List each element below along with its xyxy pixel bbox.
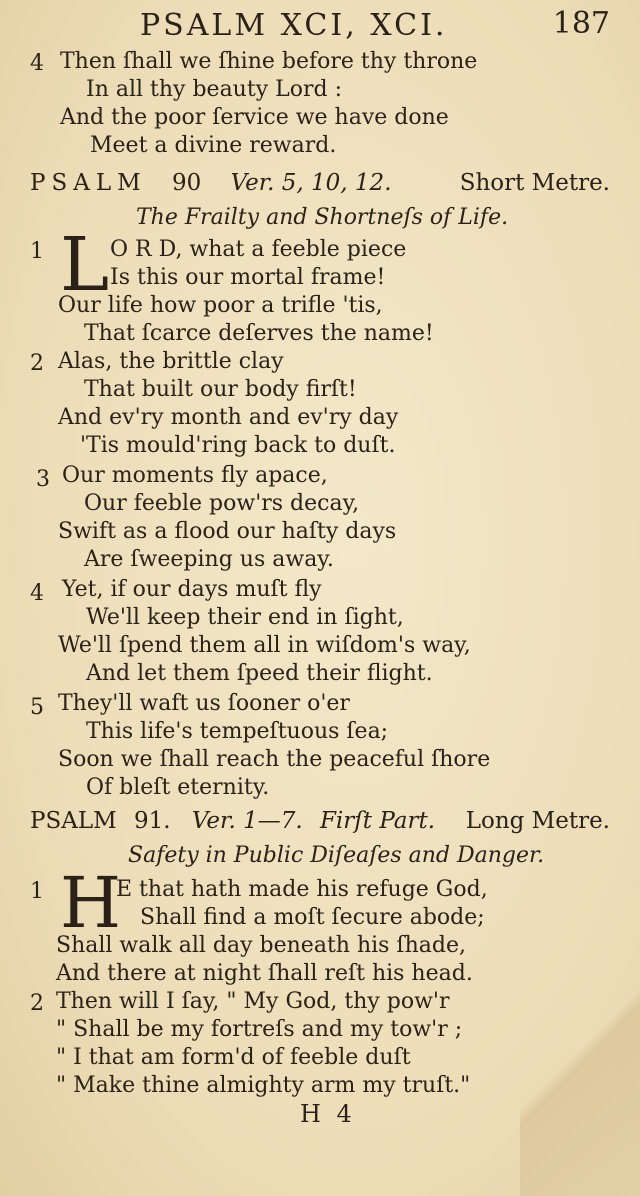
verse-number: 2 xyxy=(30,991,44,1016)
verse-number: 1 xyxy=(30,879,44,904)
verse-line: In all thy beauty Lord : xyxy=(86,77,342,102)
verse-line: Meet a divine reward. xyxy=(90,133,337,158)
verse-line: Shall walk all day beneath his ſhade, xyxy=(56,933,466,958)
verse-line: Our life how poor a trifle 'tis, xyxy=(58,293,383,318)
drop-cap: L xyxy=(60,222,110,308)
verse-line: " Make thine almighty arm my truſt." xyxy=(56,1073,471,1098)
page-number: 187 xyxy=(552,6,610,41)
psalm-heading xyxy=(30,806,610,836)
running-head: PSALM XCI, XCI. xyxy=(140,8,448,43)
verse-line: That ſcarce deſerves the name! xyxy=(84,321,434,346)
verse-number: 2 xyxy=(30,351,44,376)
verse-line: And there at night ſhall reſt his head. xyxy=(56,961,473,986)
verse-line: " I that am form'd of feeble duſt xyxy=(56,1045,411,1070)
verse-line: Are ſweeping us away. xyxy=(84,547,334,572)
psalm-part: Firſt Part. xyxy=(319,808,436,834)
verse-line: They'll waft us ſooner o'er xyxy=(58,691,350,716)
verse-line: And ev'ry month and ev'ry day xyxy=(58,405,399,430)
verse-line: Our feeble pow'rs decay, xyxy=(84,491,360,516)
verse-line: Alas, the brittle clay xyxy=(58,349,284,374)
verse-line: And the poor ſervice we have done xyxy=(60,105,449,130)
verse-line: Soon we ſhall reach the peaceful ſhore xyxy=(58,747,491,772)
psalm-verses: Ver. 5, 10, 12. xyxy=(230,170,392,196)
verse-line: That built our body firſt! xyxy=(84,377,357,402)
verse-line: 'Tis mould'ring back to duſt. xyxy=(80,433,396,458)
psalm-subtitle: The Frailty and Shortneſs of Life. xyxy=(136,205,509,230)
verse-line: Swift as a flood our haſty days xyxy=(58,519,397,544)
verse-line: O R D, what a feeble piece xyxy=(110,237,407,262)
verse-number: 4 xyxy=(30,51,44,76)
psalm-metre: Long Metre. xyxy=(465,808,610,834)
psalm-label: PSALM xyxy=(30,808,117,834)
verse-line: Our moments fly apace, xyxy=(62,463,328,488)
psalm-metre: Short Metre. xyxy=(459,170,610,196)
verse-number: 4 xyxy=(30,581,44,606)
psalm-verses: Ver. 1—7. xyxy=(191,808,303,834)
psalm-heading xyxy=(30,168,610,198)
verse-line: Shall find a moſt ſecure abode; xyxy=(140,905,485,930)
drop-cap: H xyxy=(60,862,122,944)
verse-number: 1 xyxy=(30,239,44,264)
page-fold-stain xyxy=(520,936,640,1196)
verse-line: Yet, if our days muſt fly xyxy=(62,577,322,602)
verse-number: 3 xyxy=(36,467,50,492)
verse-line: We'll ſpend them all in wiſdom's way, xyxy=(58,633,471,658)
verse-line: This life's tempeſtuous ſea; xyxy=(86,719,389,744)
psalm-number: 90 xyxy=(171,170,202,196)
verse-number: 5 xyxy=(30,695,44,720)
signature-mark: H 4 xyxy=(300,1100,356,1128)
verse-line: Then ſhall we ſhine before thy throne xyxy=(60,49,478,74)
verse-line: E that hath made his refuge God, xyxy=(116,877,488,902)
psalm-number: 91. xyxy=(133,808,171,834)
verse-line: Of bleſt eternity. xyxy=(86,775,270,800)
psalm-label: PSALM xyxy=(30,170,147,196)
verse-line: Is this our mortal frame! xyxy=(110,265,386,290)
verse-line: " Shall be my fortreſs and my tow'r ; xyxy=(56,1017,463,1042)
psalm-subtitle: Safety in Public Diſeaſes and Danger. xyxy=(128,843,545,868)
verse-line: Then will I ſay, " My God, thy pow'r xyxy=(56,989,450,1014)
verse-line: And let them ſpeed their flight. xyxy=(86,661,433,686)
verse-line: We'll keep their end in ſight, xyxy=(86,605,404,630)
